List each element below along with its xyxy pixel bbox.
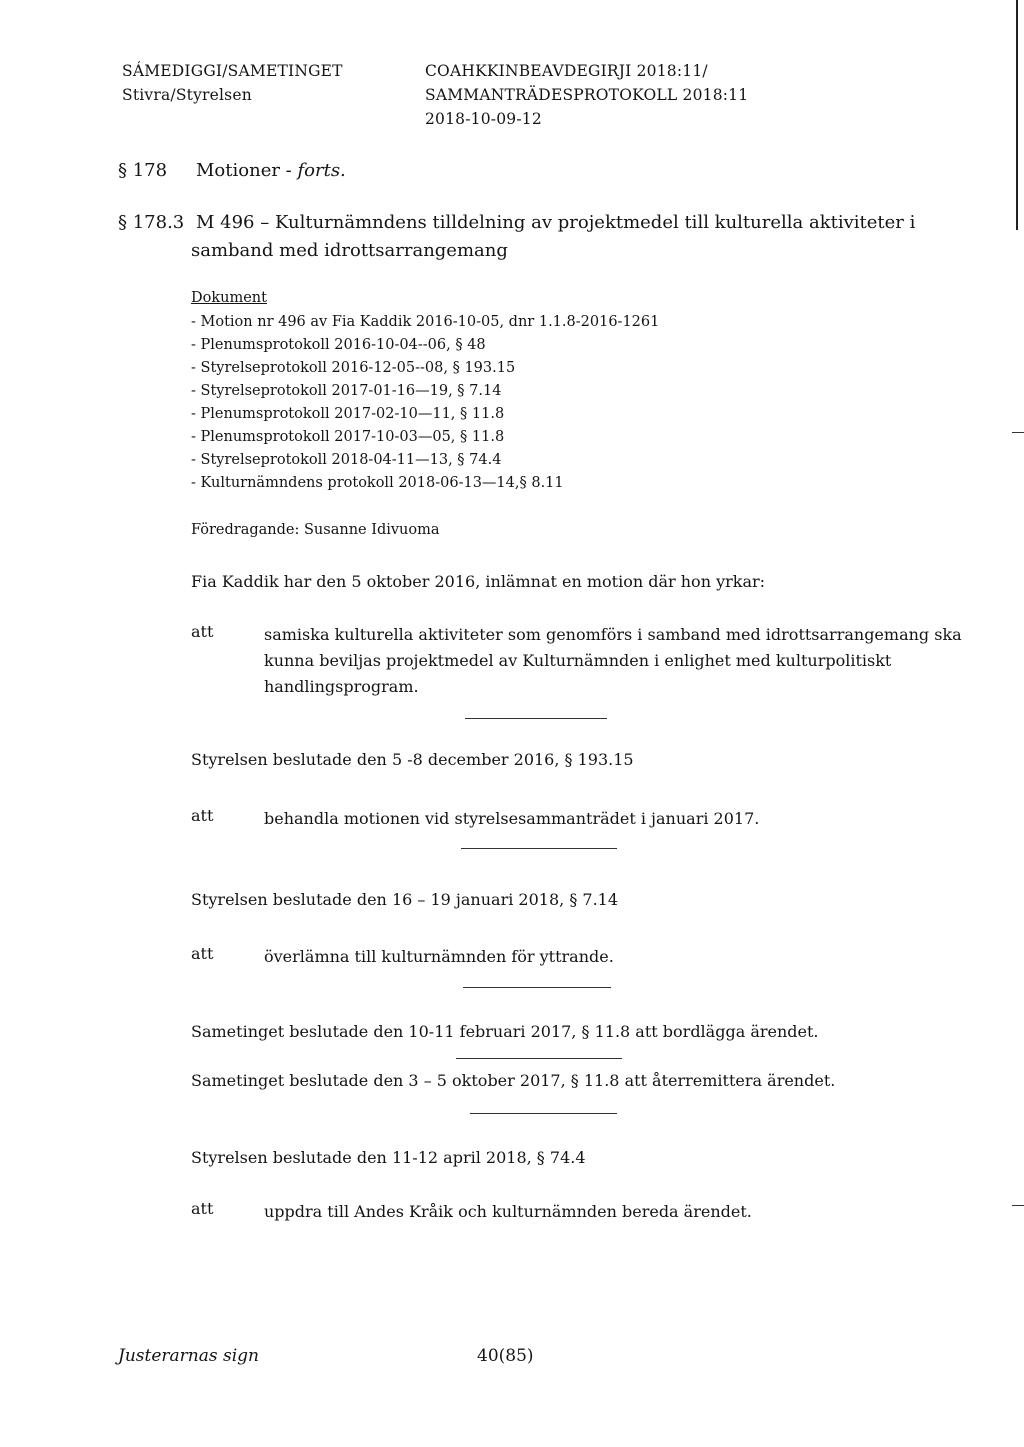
separator-rule (465, 718, 607, 719)
section-title-prefix: Motioner - (196, 160, 298, 181)
presenter: Föredragande: Susanne Idivuoma (191, 522, 440, 538)
motion-intro: Fia Kaddik har den 5 oktober 2016, inlämnat en motion där hon yrkar: (191, 572, 766, 591)
decision-heading: Styrelsen beslutade den 16 – 19 januari 2018, § 7.14 (191, 890, 619, 909)
protocol-id-sami: COAHKKINBEAVDEGIRJI 2018:11/ (425, 62, 708, 80)
signature-label (118, 1346, 259, 1366)
section-title (196, 160, 346, 181)
scan-edge-tick (1012, 432, 1024, 433)
protocol-id-swedish: SAMMANTRÄDESPROTOKOLL 2018:11 (425, 86, 749, 104)
decision-heading: Sametinget beslutade den 10-11 februari 2017, § 11.8 att bordlägga ärendet. (191, 1022, 819, 1041)
separator-rule (463, 987, 611, 988)
document-item: - Motion nr 496 av Fia Kaddik 2016-10-05, dnr 1.1.8-2016-1261 (191, 314, 660, 330)
decision-clause-text: uppdra till Andes Kråik och kulturnämnden bereda ärendet. (264, 1202, 752, 1221)
motion-claim-text: samiska kulturella aktiviteter som genomförs i samband med idrottsarrangemang ska kunna beviljas projektmedel av Kulturnämnden i enlighet med kulturpolitiskt handlingsprogram. (264, 625, 962, 696)
decision-heading: Sametinget beslutade den 3 – 5 oktober 2017, § 11.8 att återremittera ärendet. (191, 1071, 836, 1090)
document-item: - Kulturnämndens protokoll 2018-06-13—14,§ 8.11 (191, 475, 564, 491)
document-item: - Styrelseprotokoll 2016-12-05--08, § 193.15 (191, 360, 516, 376)
subsection-title-line2: samband med idrottsarrangemang (191, 240, 508, 261)
documents-heading: Dokument (191, 290, 267, 306)
decision-heading: Styrelsen beslutade den 11-12 april 2018, § 74.4 (191, 1148, 586, 1167)
section-number: § 178 (118, 160, 168, 181)
att-label: att (191, 944, 214, 963)
decision-clause-text: överlämna till kulturnämnden för yttrande. (264, 947, 614, 966)
separator-rule (470, 1113, 617, 1114)
document-item: - Plenumsprotokoll 2017-10-03—05, § 11.8 (191, 429, 505, 445)
org-name: SÁMEDIGGI/SAMETINGET (122, 62, 343, 80)
decision-heading: Styrelsen beslutade den 5 -8 december 2016, § 193.15 (191, 750, 634, 769)
document-item: - Styrelseprotokoll 2018-04-11—13, § 74.4 (191, 452, 502, 468)
att-label: att (191, 622, 214, 641)
subsection-title-line1: M 496 – Kulturnämndens tilldelning av projektmedel till kulturella aktiviteter i (196, 212, 916, 233)
document-item: - Plenumsprotokoll 2017-02-10—11, § 11.8 (191, 406, 505, 422)
decision-clause-text: behandla motionen vid styrelsesammanträdet i januari 2017. (264, 809, 760, 828)
subsection-number: § 178.3 (118, 212, 185, 233)
section-title-forts: forts. (297, 160, 346, 181)
scan-edge-tick (1012, 1205, 1024, 1206)
document-item: - Plenumsprotokoll 2016-10-04--06, § 48 (191, 337, 486, 353)
separator-rule (456, 1058, 622, 1059)
page-number: 40(85) (477, 1346, 534, 1366)
att-label: att (191, 1199, 214, 1218)
separator-rule (461, 848, 617, 849)
signature-label-text: Justerarnas sign (118, 1346, 259, 1366)
document-item: - Styrelseprotokoll 2017-01-16—19, § 7.14 (191, 383, 502, 399)
org-unit: Stivra/Styrelsen (122, 86, 252, 104)
att-label: att (191, 806, 214, 825)
scan-edge-line (1016, 0, 1018, 230)
protocol-date: 2018-10-09-12 (425, 110, 542, 128)
